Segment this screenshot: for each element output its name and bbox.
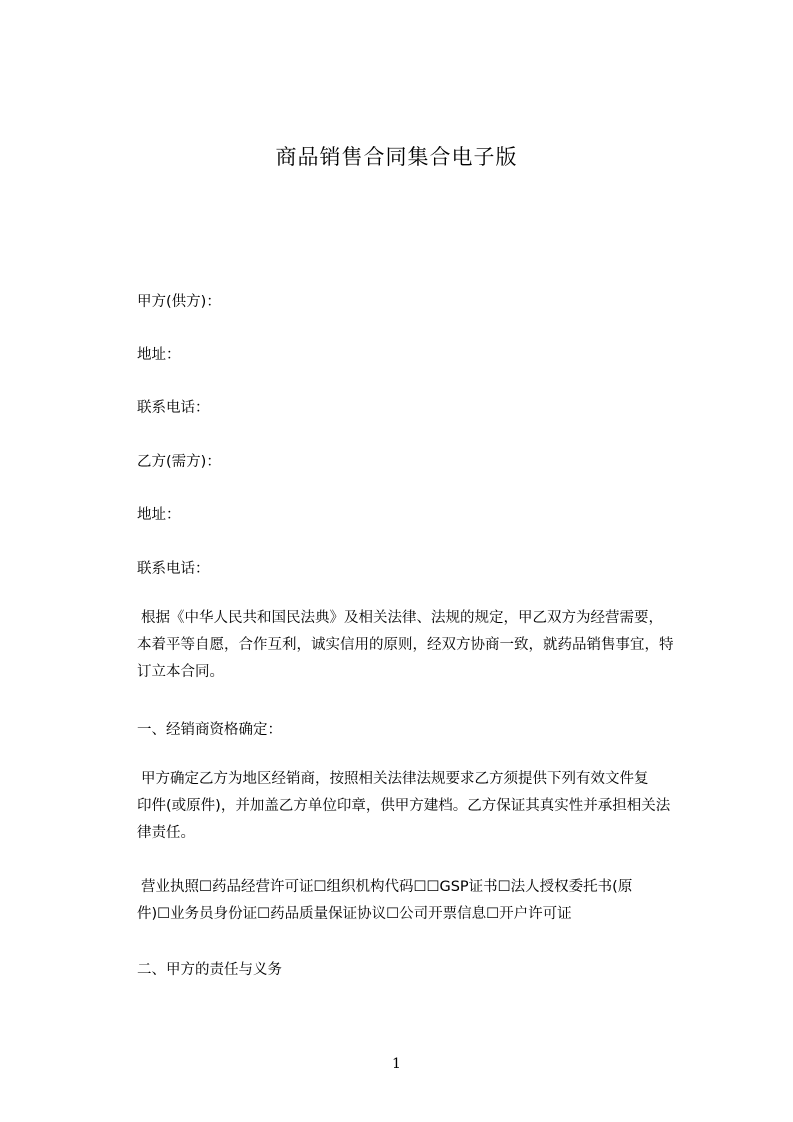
preamble-line: 订立本合同。 bbox=[137, 664, 224, 680]
section1-heading: 一、经销商资格确定： bbox=[137, 722, 282, 738]
preamble-line: 根据《中华人民共和国民法典》及相关法律、法规的规定，甲乙双方为经营需要， bbox=[141, 610, 663, 626]
party-a-label: 甲方(供方)： bbox=[137, 294, 221, 310]
party-a-address-label: 地址： bbox=[137, 347, 181, 363]
preamble-paragraph bbox=[137, 605, 709, 686]
section1-body-line: 律责任。 bbox=[137, 825, 195, 841]
documents-line: 营业执照☐药品经营许可证☐组织机构代码☐☐GSP证书☐法人授权委托书(原 bbox=[141, 879, 633, 895]
section1-body-line: 印件(或原件)，并加盖乙方单位印章，供甲方建档。乙方保证其真实性并承担相关法 bbox=[137, 798, 671, 814]
page-number: 1 bbox=[392, 1056, 401, 1072]
document-title: 商品销售合同集合电子版 bbox=[275, 145, 518, 169]
party-b-address-label: 地址： bbox=[137, 507, 181, 523]
preamble-line: 本着平等自愿，合作互利，诚实信用的原则，经双方协商一致，就药品销售事宜，特 bbox=[137, 637, 674, 653]
documents-line: 件)☐业务员身份证☐药品质量保证协议☐公司开票信息☐开户许可证 bbox=[137, 906, 572, 922]
section1-body bbox=[137, 766, 709, 847]
section1-body-line: 甲方确定乙方为地区经销商，按照相关法律法规要求乙方须提供下列有效文件复 bbox=[141, 771, 649, 787]
party-a-phone-label: 联系电话： bbox=[137, 400, 210, 416]
party-b-phone-label: 联系电话： bbox=[137, 561, 210, 577]
section2-heading: 二、甲方的责任与义务 bbox=[137, 962, 282, 978]
party-b-label: 乙方(需方)： bbox=[137, 454, 221, 470]
section1-documents-list bbox=[137, 874, 709, 928]
